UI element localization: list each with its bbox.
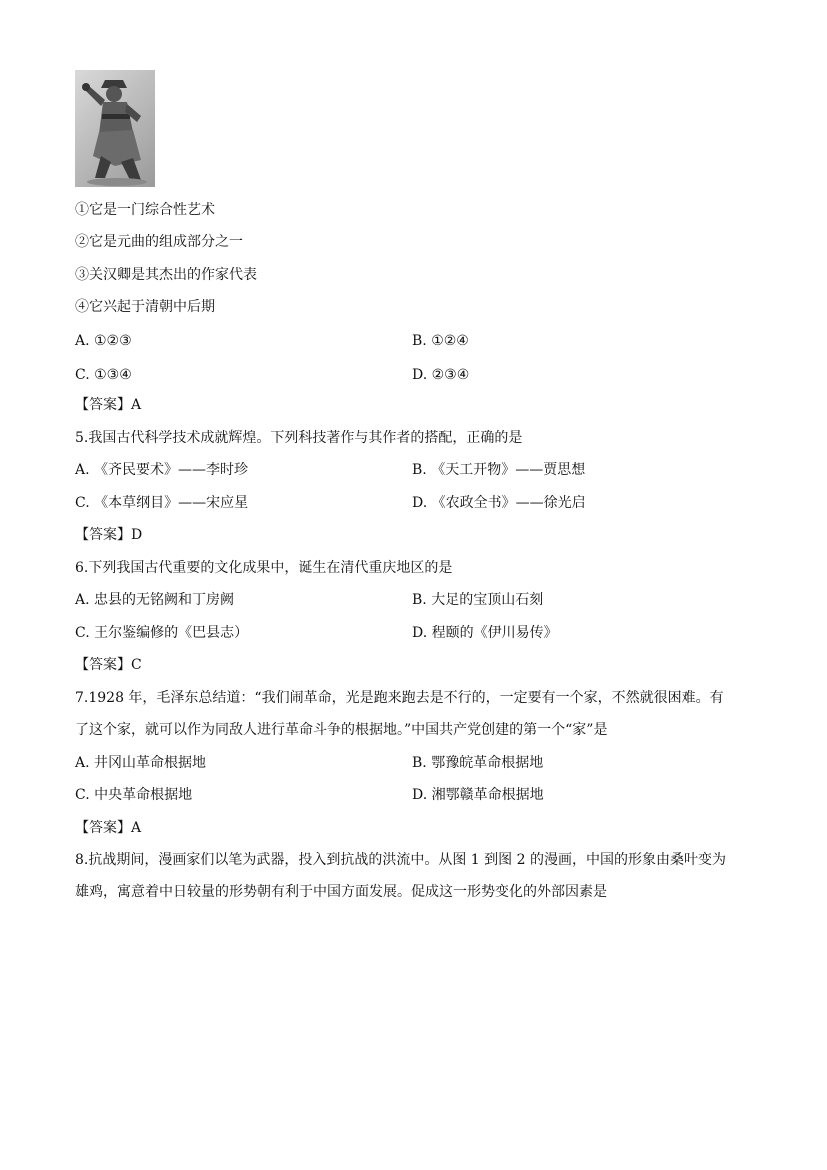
- q8-stem-line-2: 雄鸡，寓意着中日较量的形势朝有利于中国方面发展。促成这一形势变化的外部因素是: [75, 884, 607, 900]
- q7-option-a: A. 井冈山革命根据地: [75, 755, 207, 771]
- q4-option-c: C. ①③④: [75, 367, 132, 383]
- q5-option-a: A. 《齐民要术》——李时珍: [75, 462, 249, 478]
- q4-statement-1: ①它是一门综合性艺术: [75, 202, 215, 218]
- q5-option-b: B. 《天工开物》——贾思想: [412, 462, 586, 478]
- q4-answer: 【答案】A: [75, 397, 142, 413]
- q6-option-c: C. 王尔鉴编修的《巴县志）: [75, 625, 249, 641]
- q7-stem-line-1: 7.1928 年，毛泽东总结道：“我们闹革命，光是跑来跑去是不行的，一定要有一个家，不然就很困难。有: [75, 690, 724, 706]
- q7-option-b: B. 鄂豫皖革命根据地: [412, 755, 544, 771]
- q7-answer: 【答案】A: [75, 820, 142, 836]
- q4-option-a: A. ①②③: [75, 333, 132, 349]
- q4-option-b: B. ①②④: [412, 333, 469, 349]
- q4-statement-3: ③关汉卿是其杰出的作家代表: [75, 267, 257, 283]
- q7-stem-line-2: 了这个家，就可以作为同敌人进行革命斗争的根据地。”中国共产党创建的第一个“家”是: [75, 722, 608, 738]
- q4-option-d: D. ②③④: [412, 367, 470, 383]
- q6-option-b: B. 大足的宝顶山石刻: [412, 592, 544, 608]
- q4-statement-2: ②它是元曲的组成部分之一: [75, 234, 243, 250]
- q6-option-a: A. 忠县的无铭阙和丁房阙: [75, 592, 235, 608]
- q5-option-d: D. 《农政全书》——徐光启: [412, 495, 586, 511]
- q4-statement-4: ④它兴起于清朝中后期: [75, 299, 215, 315]
- q5-option-c: C. 《本草纲目》——宋应星: [75, 495, 249, 511]
- opera-figurine-photo: [75, 70, 155, 187]
- q6-option-d: D. 程颐的《伊川易传》: [412, 625, 558, 641]
- q7-option-d: D. 湘鄂赣革命根据地: [412, 787, 544, 803]
- q6-answer: 【答案】C: [75, 657, 142, 673]
- q6-stem: 6.下列我国古代重要的文化成果中，诞生在清代重庆地区的是: [75, 560, 453, 576]
- q7-option-c: C. 中央革命根据地: [75, 787, 193, 803]
- q5-answer: 【答案】D: [75, 527, 143, 543]
- q8-stem-line-1: 8.抗战期间，漫画家们以笔为武器，投入到抗战的洪流中。从图 1 到图 2 的漫画，中国的形象由桑叶变为: [75, 852, 726, 868]
- figurine-illustration: [75, 70, 155, 187]
- q5-stem: 5.我国古代科学技术成就辉煌。下列科技著作与其作者的搭配，正确的是: [75, 430, 523, 446]
